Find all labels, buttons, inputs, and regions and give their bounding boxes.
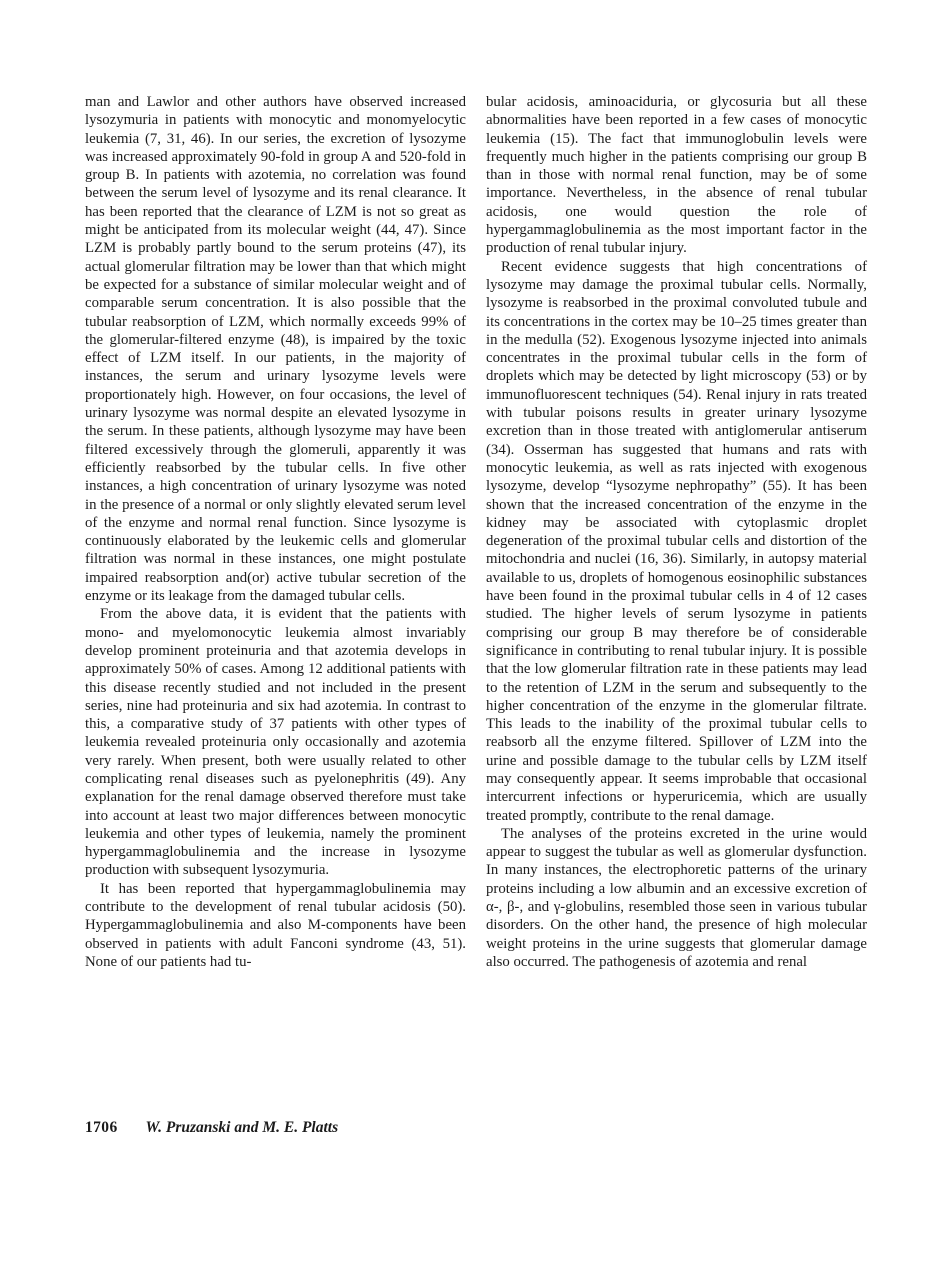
running-authors: W. Pruzanski and M. E. Platts xyxy=(145,1119,339,1136)
paragraph: The analyses of the proteins excreted in the urine would appear to suggest the tubular as well as glomerular dysfunction. In many instances, the electrophoretic patterns of the urinary proteins including a low albumin and an excessive excretion of α-, β-, and γ-globulins, resembled those seen in various tubular disorders. On the other hand, the presence of high molecular weight proteins in the urine suggests that glomerular damage also occurred. The pathogenesis of azotemia and renal xyxy=(486,825,867,970)
right-column xyxy=(486,93,867,971)
text-columns xyxy=(85,93,867,971)
paragraph-continuation: man and Lawlor and other authors have observed increased lysozymuria in patients with monocytic and monomyelocytic leukemia (7, 31, 46). In our series, the excretion of lysozyme was increased approximately 90-fold in group A and 520-fold in group B. In patients with azotemia, no correlation was found between the serum level of lysozyme and its renal clearance. It has been reported that the clearance of LZM is not so great as might be anticipated from its molecular weight (44, 47). Since LZM is probably partly bound to the serum proteins (47), its actual glomerular filtration may be lower than that which might be expected for a substance of similar molecular weight and of comparable serum concentration. It is also possible that the tubular reabsorption of LZM, which normally exceeds 99% of the glomerular-filtered enzyme (48), is impaired by the toxic effect of LZM itself. In our patients, in the majority of instances, the serum and urinary lysozyme levels were proportionately high. However, on four occasions, the level of urinary lysozyme was normal despite an elevated lysozyme in the serum. In these patients, although lysozyme may have been filtered excessively through the glomeruli, apparently it was efficiently reabsorbed by the tubular cells. In five other instances, a high concentration of urinary lysozyme was noted in the presence of a normal or only slightly elevated serum level of the enzyme and normal renal function. Since lysozyme is continuously elaborated by the leukemic cells and glomerular filtration was normal in these instances, one might postulate impaired reabsorption and(or) active tubular secretion of the enzyme or its leakage from the damaged tubular cells. xyxy=(85,94,466,605)
paragraph-continuation: bular acidosis, aminoaciduria, or glycosuria but all these abnormalities have been reported in a few cases of monocytic leukemia (15). The fact that immunoglobulin levels were frequently much higher in the patients comprising our group B than in those with normal renal function, may be of some importance. Nevertheless, in the absence of renal tubular acidosis, one would question the role of hypergammaglobulinemia as the most important factor in the production of renal tubular injury. xyxy=(486,94,867,257)
paragraph: Recent evidence suggests that high concentrations of lysozyme may damage the proximal tubular cells. Normally, lysozyme is reabsorbed in the proximal convoluted tubule and its concentrations in the cortex may be 10–25 times greater than in the medulla (52). Exogenous lysozyme injected into animals concentrates in the proximal tubular cells in the form of droplets which may be detected by light microscopy (53) or by immunofluorescent techniques (54). Renal injury in rats treated with tubular poisons results in greater urinary lysozyme excretion than in those treated with antiglomerular antiserum (34). Osserman has suggested that humans and rats with monocytic leukemia, as well as rats injected with exogenous lysozyme, develop “lysozyme nephropathy” (55). It has been shown that the increased concentration of the enzyme in the kidney may be associated with cytoplasmic droplet degeneration of the proximal tubular cells and distortion of the mitochondria and nuclei (16, 36). Similarly, in autopsy material available to us, droplets of homogenous eosinophilic substances have been found in the proximal tubular cells in 4 of 12 cases studied. The higher levels of serum lysozyme in patients comprising our group B may therefore be of considerable significance in contributing to renal tubular injury. It is possible that the low glomerular filtration rate in these patients may lead to the retention of LZM in the serum and subsequently to the higher concentration of the enzyme in the glomerular filtrate. This leads to the inability of the proximal tubular cells to reabsorb all the enzyme filtered. Spillover of LZM into the urine and possible damage to the tubular cells by LZM itself may consequently appear. It seems improbable that occasional intercurrent infections or hyperuricemia, which are usually treated promptly, contribute to the renal damage. xyxy=(486,258,867,824)
page-footer xyxy=(85,1119,338,1137)
paragraph: From the above data, it is evident that the patients with mono- and myelomonocytic leukemia almost invariably develop prominent proteinuria and that azotemia develops in approximately 50% of cases. Among 12 additional patients with this disease recently studied and not included in the present series, nine had proteinuria and six had azotemia. In contrast to this, a comparative study of 37 patients with other types of leukemia revealed proteinuria only occasionally and azotemia very rarely. When present, both were usually related to other complicating renal diseases such as pyelonephritis (49). Any explanation for the renal damage observed therefore must take into account at least two major differences between monocytic leukemia and other types of leukemia, namely the prominent hypergammaglobulinemia and the increase in lysozyme production with subsequent lysozymuria. xyxy=(85,606,466,879)
paragraph: It has been reported that hypergammaglobulinemia may contribute to the development of renal tubular acidosis (50). Hypergammaglobulinemia and also M-components have been observed in patients with adult Fanconi syndrome (43, 51). None of our patients had tu- xyxy=(85,880,466,970)
page-number: 1706 xyxy=(85,1119,118,1136)
left-column xyxy=(85,93,466,971)
